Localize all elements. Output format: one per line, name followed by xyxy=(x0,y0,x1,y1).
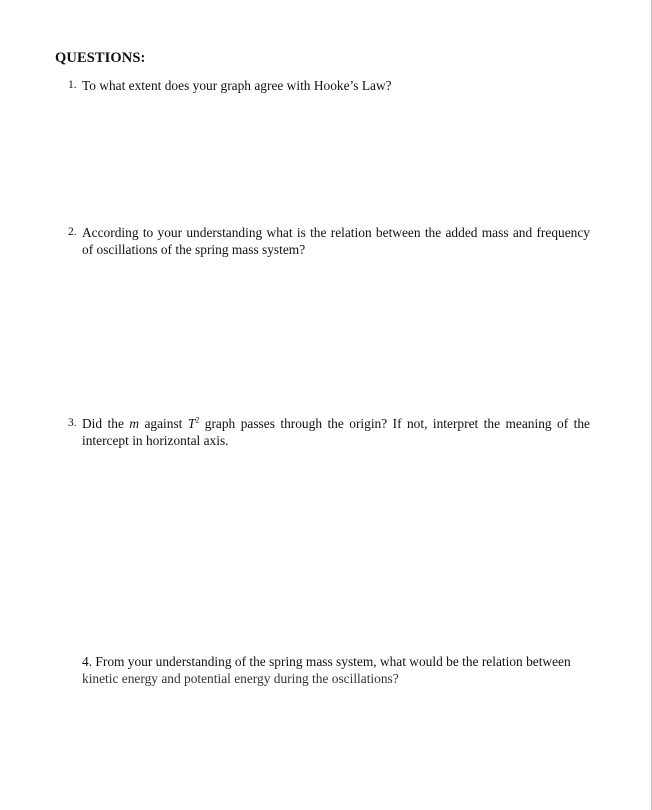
question-2 xyxy=(68,224,590,258)
variable-m: m xyxy=(129,416,140,431)
question-text: According to your understanding what is the relation between the added mass and frequency of oscillations of the spring mass system? xyxy=(82,225,590,257)
question-number: 1. xyxy=(68,79,77,91)
question-text xyxy=(82,415,590,449)
question-number: 4. xyxy=(82,654,93,669)
question-line-1: From your understanding of the spring mass system, what would be the relation between xyxy=(95,654,571,669)
question-4 xyxy=(82,653,582,687)
question-3 xyxy=(68,415,590,449)
question-text-part: graph passes through the origin? If not, interpret the meaning of the intercept in horizontal axis. xyxy=(82,416,590,448)
question-number: 3. xyxy=(68,417,77,429)
question-text-part: against xyxy=(144,416,183,431)
question-number: 2. xyxy=(68,226,77,238)
variable-t: T xyxy=(187,416,196,431)
page-title: QUESTIONS: xyxy=(55,50,146,66)
question-text: To what extent does your graph agree with Hooke’s Law? xyxy=(82,78,392,93)
question-1 xyxy=(68,77,598,94)
question-text xyxy=(82,653,582,687)
question-line-2: kinetic energy and potential energy during the oscillations? xyxy=(82,671,399,686)
question-text-part: Did the xyxy=(82,416,124,431)
exponent: 2 xyxy=(195,415,200,425)
